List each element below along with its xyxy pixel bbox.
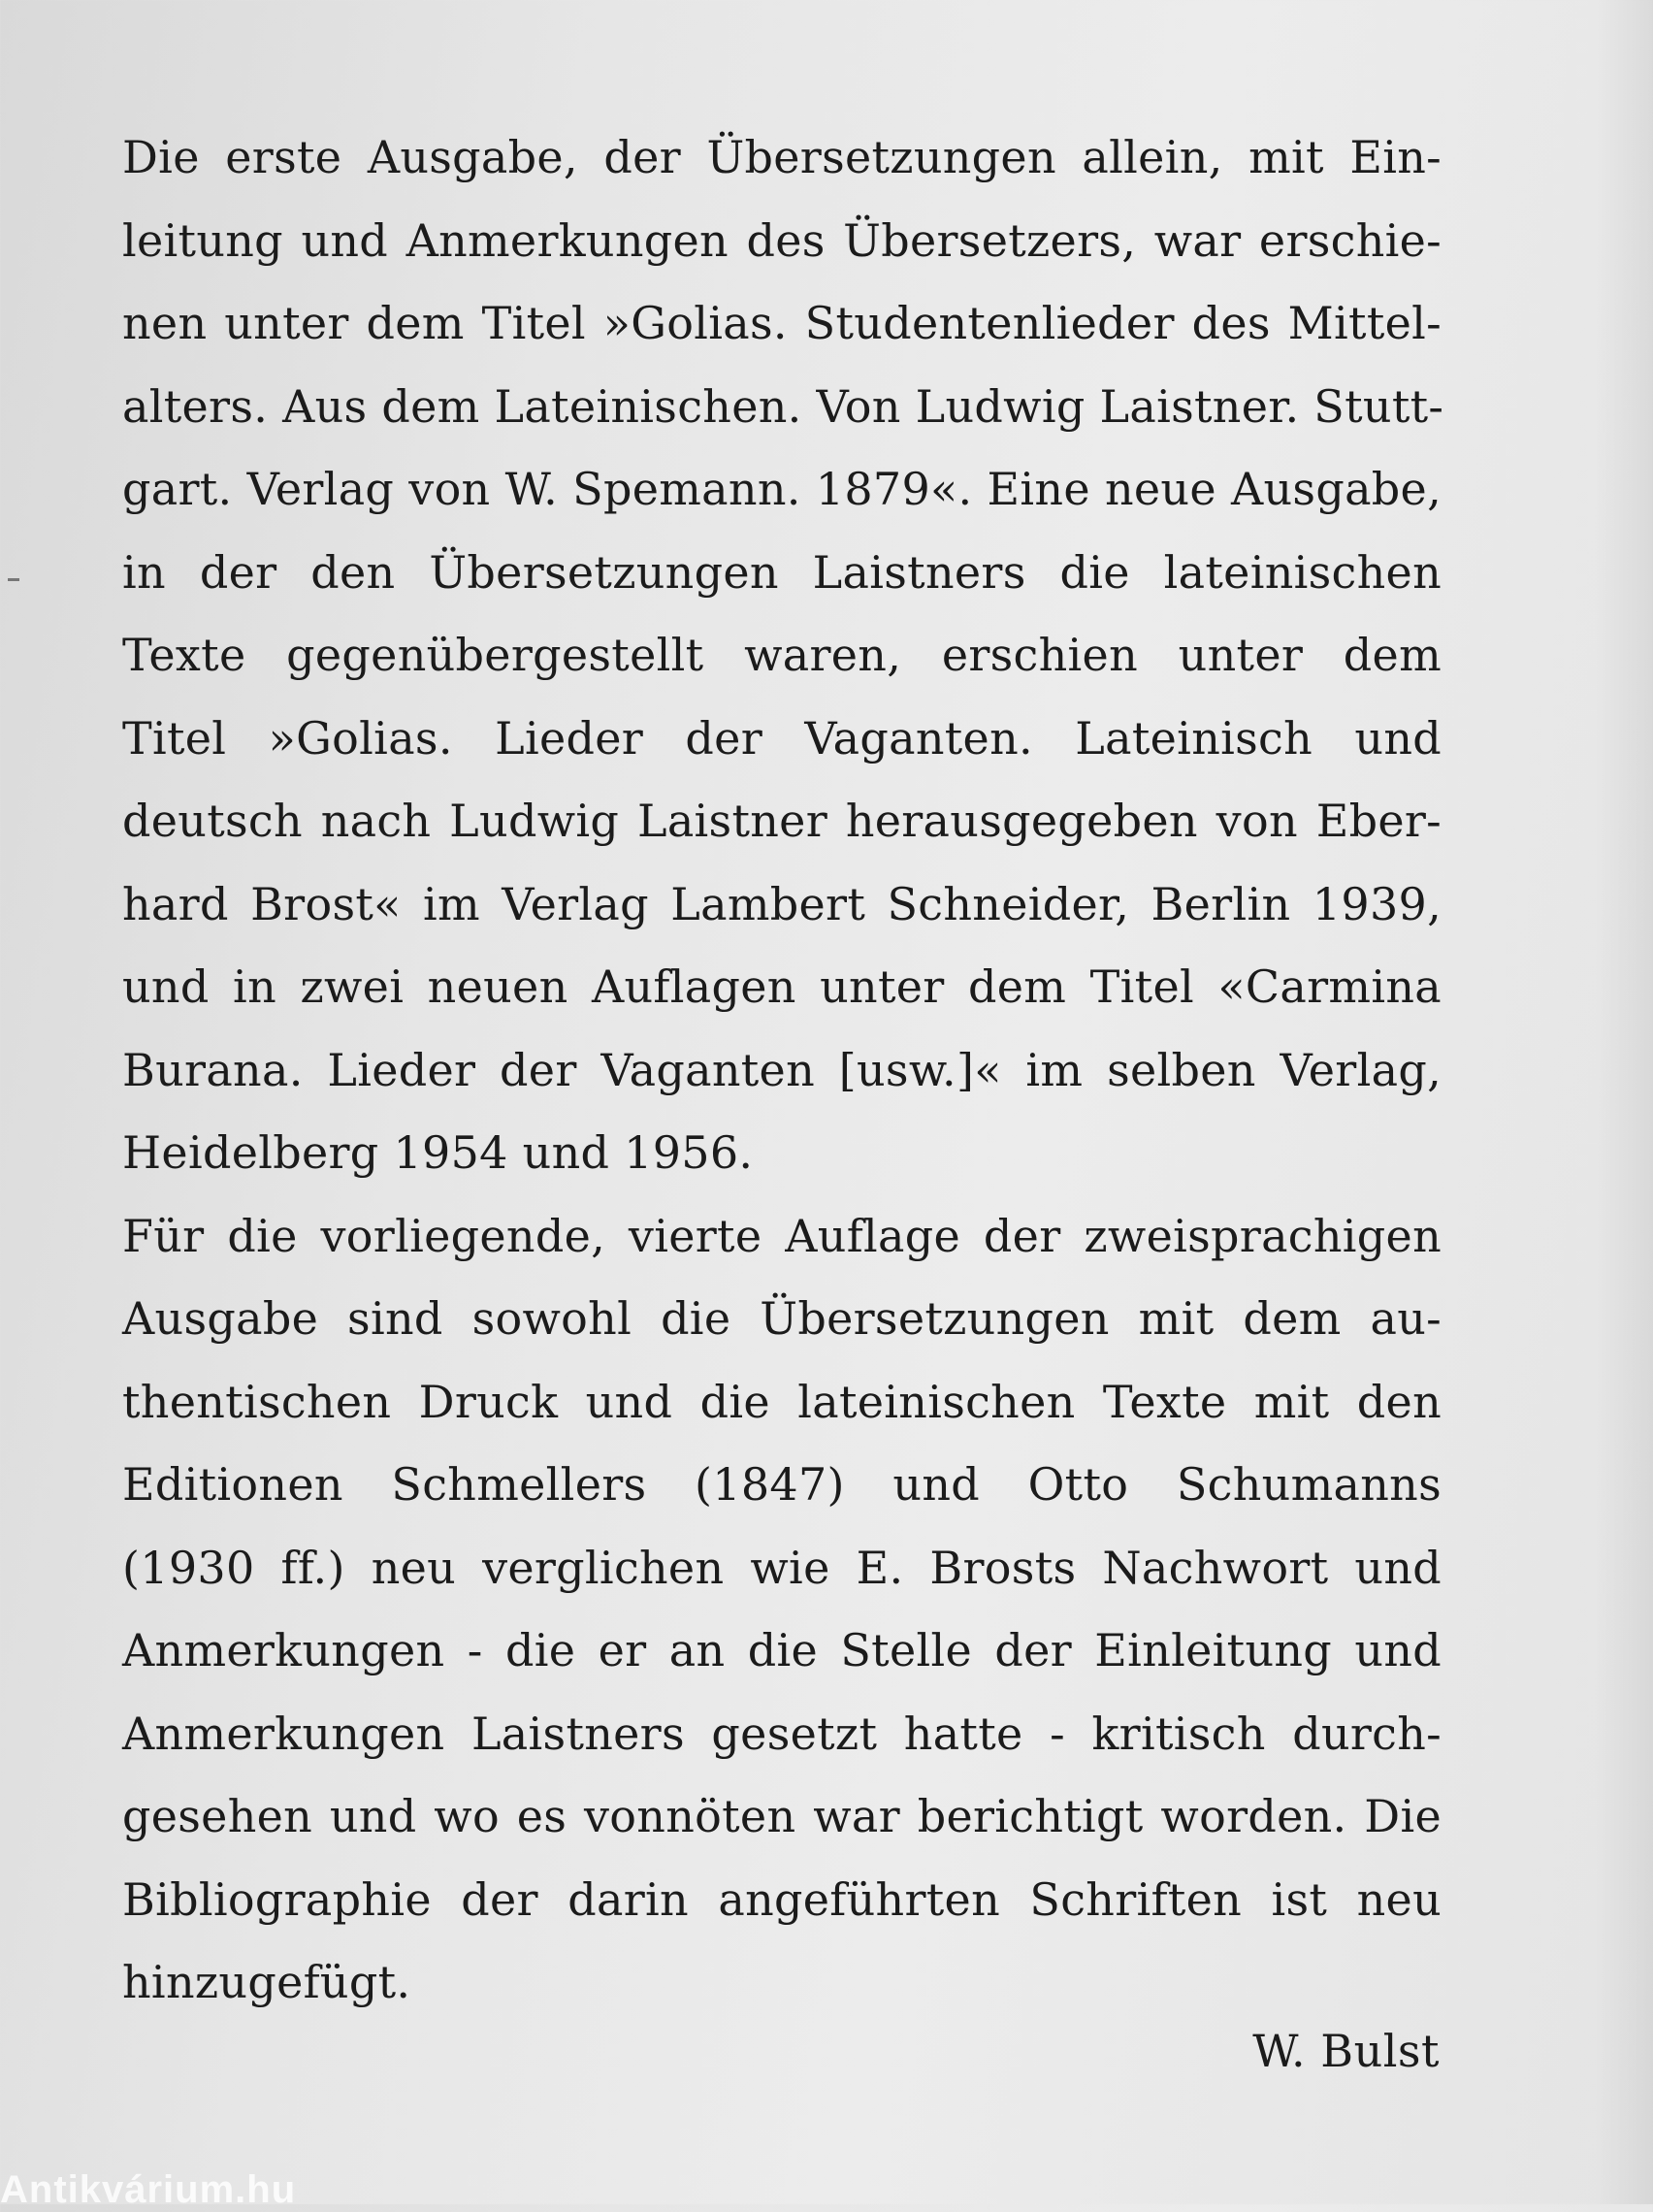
watermark: Antikvárium.hu <box>0 2168 297 2211</box>
text-line: thentischen Druck und die lateinischen Texte mit den <box>122 1375 1442 1428</box>
text-line: Titel »Golias. Lieder der Vaganten. Lateinisch und <box>122 711 1442 764</box>
paragraph-2 <box>122 1195 1442 2025</box>
text-line: Bibliographie der darin angeführten Schriften ist neu <box>122 1872 1442 1926</box>
text-line: Ausgabe sind sowohl die Übersetzungen mit dem au- <box>122 1292 1442 1345</box>
text-line: Die erste Ausgabe, der Übersetzungen allein, mit Ein- <box>122 131 1442 183</box>
text-line: nen unter dem Titel »Golias. Studentenlieder des Mittel- <box>122 297 1442 349</box>
text-line: Anmerkungen - die er an die Stelle der Einleitung und <box>122 1624 1442 1676</box>
paragraph-1 <box>122 116 1442 1195</box>
text-line: Texte gegenübergestellt waren, erschien unter dem <box>122 629 1442 681</box>
text-line: (1930 ff.) neu verglichen wie E. Brosts Nachwort und <box>122 1541 1442 1594</box>
text-line: hinzugefügt. <box>122 1956 411 2008</box>
margin-mark <box>8 578 19 581</box>
text-line: und in zwei neuen Auflagen unter dem Titel «Carmina <box>122 960 1442 1013</box>
author-signature: W. Bulst <box>1252 2025 1440 2077</box>
text-line: gesehen und wo es vonnöten war berichtigt worden. Die <box>122 1790 1442 1842</box>
text-line: alters. Aus dem Lateinischen. Von Ludwig Laistner. Stutt- <box>122 379 1444 433</box>
text-line: Für die vorliegende, vierte Auflage der zweisprachigen <box>122 1209 1442 1262</box>
text-line: Editionen Schmellers (1847) und Otto Schumanns <box>122 1458 1442 1511</box>
text-line: Burana. Lieder der Vaganten [usw.]« im selben Verlag, <box>122 1043 1442 1096</box>
text-line: deutsch nach Ludwig Laistner herausgegeben von Eber- <box>122 795 1442 847</box>
page-shadow <box>1595 0 1653 2204</box>
text-line: hard Brost« im Verlag Lambert Schneider, Berlin 1939, <box>122 877 1442 930</box>
text-line: Heidelberg 1954 und 1956. <box>122 1126 754 1179</box>
text-line: gart. Verlag von W. Spemann. 1879«. Eine neue Ausgabe, <box>122 463 1442 515</box>
text-line: leitung und Anmerkungen des Übersetzers, war erschie- <box>122 213 1442 267</box>
body-text <box>122 116 1442 2025</box>
text-line: Anmerkungen Laistners gesetzt hatte - kritisch durch- <box>122 1707 1442 1760</box>
text-line: in der den Übersetzungen Laistners die lateinischen <box>122 545 1442 599</box>
